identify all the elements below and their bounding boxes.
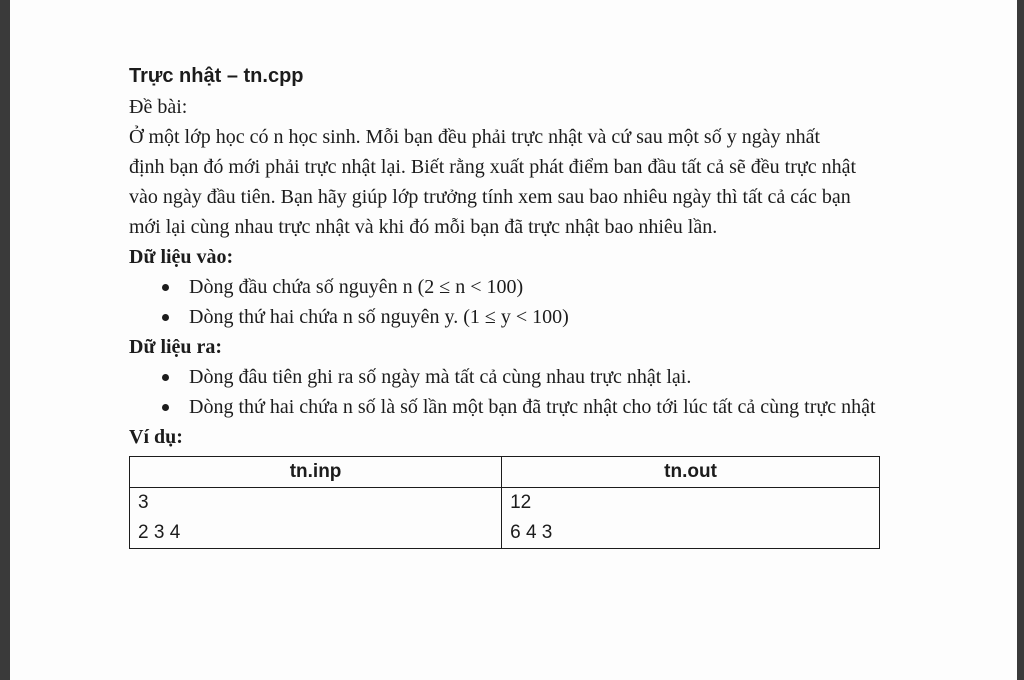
problem-heading: Đề bài:: [129, 96, 188, 118]
list-item: [162, 362, 889, 392]
example-heading: Ví dụ:: [129, 426, 183, 448]
output-item-text: Dòng đâu tiên ghi ra số ngày mà tất cả cùng nhau trực nhật lại.: [189, 366, 692, 388]
table-row: [130, 518, 880, 549]
statement-line: vào ngày đầu tiên. Bạn hãy giúp lớp trưởng tính xem sau bao nhiêu ngày thì tất cả các bạn: [129, 186, 851, 208]
table-cell: 3: [130, 488, 502, 519]
bullet-icon: [162, 404, 169, 411]
input-item-text: Dòng đầu chứa số nguyên n (2 ≤ n < 100): [189, 276, 524, 298]
table-row: [130, 488, 880, 519]
input-heading: Dữ liệu vào:: [129, 246, 234, 268]
table-header-cell: tn.inp: [130, 457, 502, 488]
document-page: [129, 60, 889, 549]
bullet-icon: [162, 314, 169, 321]
left-dark-border: [0, 0, 10, 680]
statement-line: mới lại cùng nhau trực nhật và khi đó mỗi bạn đã trực nhật bao nhiêu lần.: [129, 216, 718, 238]
problem-statement: [129, 122, 889, 242]
bullet-icon: [162, 284, 169, 291]
table-cell: 6 4 3: [502, 518, 880, 549]
list-item: [162, 272, 889, 302]
output-heading: Dữ liệu ra:: [129, 336, 223, 358]
output-item-text: Dòng thứ hai chứa n số là số lần một bạn đã trực nhật cho tới lúc tất cả cùng trực nhật: [189, 396, 876, 418]
table-header-row: [130, 457, 880, 488]
input-item-text: Dòng thứ hai chứa n số nguyên y. (1 ≤ y < 100): [189, 306, 569, 328]
problem-title: Trực nhật – tn.cpp: [129, 65, 304, 87]
table-header-cell: tn.out: [502, 457, 880, 488]
output-list: [129, 362, 889, 422]
right-dark-border: [1017, 0, 1024, 680]
bullet-icon: [162, 374, 169, 381]
statement-line: định bạn đó mới phải trực nhật lại. Biết rằng xuất phát điểm ban đầu tất cả sẽ đều trực nhật: [129, 156, 857, 178]
table-cell: 2 3 4: [130, 518, 502, 549]
statement-line: Ở một lớp học có n học sinh. Mỗi bạn đều phải trực nhật và cứ sau một số y ngày nhất: [129, 126, 821, 148]
example-table: [129, 456, 880, 549]
list-item: [162, 392, 889, 422]
table-cell: 12: [502, 488, 880, 519]
input-list: [129, 272, 889, 332]
list-item: [162, 302, 889, 332]
